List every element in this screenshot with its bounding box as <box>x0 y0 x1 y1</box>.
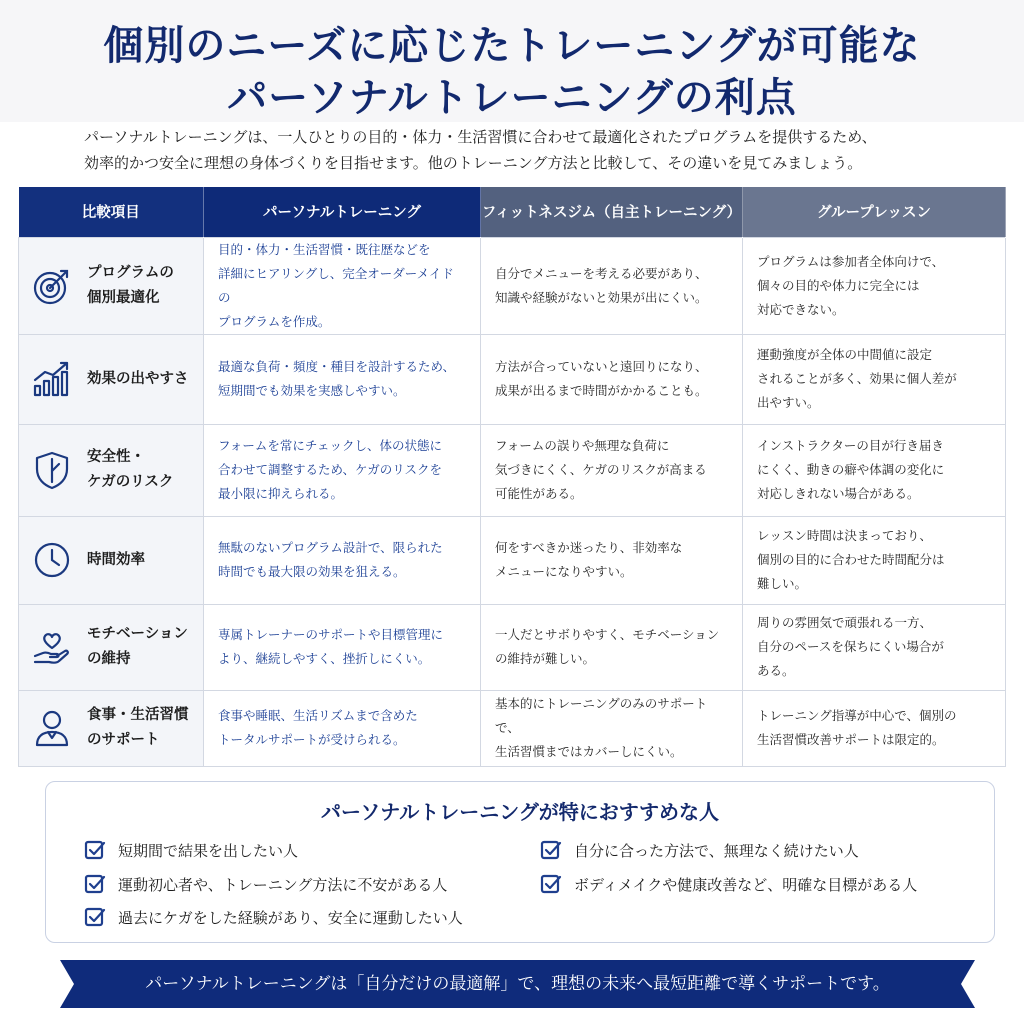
recommend-title: パーソナルトレーニングが特におすすめな人 <box>321 800 719 824</box>
checkbox-checked-icon <box>540 873 562 895</box>
row-label: モチベーション の維持 <box>87 626 188 667</box>
cell-gym: 自分でメニューを考える必要があり、 知識や経験がないと効果が出にくい。 <box>481 237 743 334</box>
cell-gym: 一人だとサボりやすく、モチベーション の維持が難しい。 <box>481 604 743 690</box>
recommend-item <box>84 873 447 895</box>
row-label-cell <box>19 424 204 516</box>
row-label: プログラムの 個別最適化 <box>87 264 174 306</box>
recommend-box <box>45 781 995 943</box>
cell-personal: 専属トレーナーのサポートや目標管理に より、継続しやすく、挫折しにくい。 <box>204 604 481 690</box>
recommend-item-text: 過去にケガをした経験があり、安全に運動したい人 <box>118 908 463 927</box>
intro-line-2: 効率的かつ安全に理想の身体づくりを目指せます。他のトレーニング方法と比較して、その違いを見てみましょう。 <box>84 154 863 172</box>
cell-personal: 目的・体力・生活習慣・既往歴などを 詳細にヒアリングし、完全オーダーメイドの プログラムを作成。 <box>204 237 481 334</box>
target-icon <box>31 265 73 307</box>
recommend-item-text: ボディメイクや健康改善など、明確な目標がある人 <box>574 875 918 894</box>
cell-group: プログラムは参加者全体向けで、 個々の目的や体力に完全には 対応できない。 <box>743 237 1006 334</box>
page-title-line-1: 個別のニーズに応じたトレーニングが可能な <box>103 22 921 69</box>
page-title-line-2: パーソナルトレーニングの利点 <box>227 74 797 121</box>
growth-chart-icon <box>31 358 73 400</box>
comparison-table <box>18 187 1006 767</box>
cell-group: インストラクターの目が行き届き にくく、動きの癖や体調の変化に 対応しきれない場合がある。 <box>743 424 1006 516</box>
cell-personal: 食事や睡眠、生活リズムまで含めた トータルサポートが受けられる。 <box>204 690 481 766</box>
cell-gym: 何をすべきか迷ったり、非効率な メニューになりやすい。 <box>481 516 743 604</box>
row-label-cell <box>19 334 204 424</box>
cell-group: トレーニング指導が中心で、個別の 生活習慣改善サポートは限定的。 <box>743 690 1006 766</box>
shield-icon <box>31 449 73 491</box>
recommend-item <box>84 839 298 861</box>
row-label-cell <box>19 690 204 766</box>
cell-personal: 最適な負荷・頻度・種目を設計するため、 短期間でも効果を実感しやすい。 <box>204 334 481 424</box>
cell-gym: 基本的にトレーニングのみのサポートで、 生活習慣まではカバーしにくい。 <box>481 690 743 766</box>
header-item: 比較項目 <box>19 187 204 237</box>
cell-group: レッスン時間は決まっており、 個別の目的に合わせた時間配分は 難しい。 <box>743 516 1006 604</box>
recommend-item-text: 自分に合った方法で、無理なく続けたい人 <box>574 841 859 860</box>
cell-gym: フォームの誤りや無理な負荷に 気づきにくく、ケガのリスクが高まる 可能性がある。 <box>481 424 743 516</box>
cell-group: 周りの雰囲気で頑張れる一方、 自分のペースを保ちにくい場合が ある。 <box>743 604 1006 690</box>
intro-text <box>84 124 964 176</box>
checkbox-checked-icon <box>84 873 106 895</box>
table-header-row <box>19 187 1006 237</box>
cell-personal: フォームを常にチェックし、体の状態に 合わせて調整するため、ケガのリスクを 最小限に抑えられる。 <box>204 424 481 516</box>
header-group: グループレッスン <box>743 187 1006 237</box>
row-label: 安全性・ ケガのリスク <box>87 449 174 490</box>
heart-hand-icon <box>31 626 73 668</box>
checkbox-checked-icon <box>84 906 106 928</box>
row-label: 時間効率 <box>87 551 145 568</box>
row-label-cell <box>19 516 204 604</box>
row-label-cell <box>19 604 204 690</box>
header-personal: パーソナルトレーニング <box>204 187 481 237</box>
banner-text: パーソナルトレーニングは「自分だけの最適解」で、理想の未来へ最短距離で導くサポートです。 <box>145 974 890 994</box>
cell-gym: 方法が合っていないと遠回りになり、 成果が出るまで時間がかかることも。 <box>481 334 743 424</box>
table-row <box>19 334 1006 424</box>
row-label: 食事・生活習慣 のサポート <box>87 707 189 748</box>
table-row <box>19 516 1006 604</box>
intro-line-1: パーソナルトレーニングは、一人ひとりの目的・体力・生活習慣に合わせて最適化されたプログラムを提供するため、 <box>84 128 877 146</box>
recommend-item <box>540 873 917 895</box>
recommend-item-text: 短期間で結果を出したい人 <box>118 841 299 860</box>
closing-banner <box>60 960 975 1008</box>
row-label-cell <box>19 237 204 334</box>
cell-group: 運動強度が全体の中間値に設定 されることが多く、効果に個人差が 出やすい。 <box>743 334 1006 424</box>
recommend-item <box>540 839 859 861</box>
table-row <box>19 690 1006 766</box>
recommend-item <box>84 906 463 928</box>
checkbox-checked-icon <box>84 839 106 861</box>
person-icon <box>31 707 73 749</box>
cell-personal: 無駄のないプログラム設計で、限られた 時間でも最大限の効果を狙える。 <box>204 516 481 604</box>
header-gym: フィットネスジム（自主トレーニング） <box>481 187 743 237</box>
table-row <box>19 237 1006 334</box>
checkbox-checked-icon <box>540 839 562 861</box>
row-label: 効果の出やすさ <box>87 370 189 387</box>
clock-icon <box>31 539 73 581</box>
table-row <box>19 424 1006 516</box>
recommend-item-text: 運動初心者や、トレーニング方法に不安がある人 <box>118 875 448 894</box>
table-row <box>19 604 1006 690</box>
